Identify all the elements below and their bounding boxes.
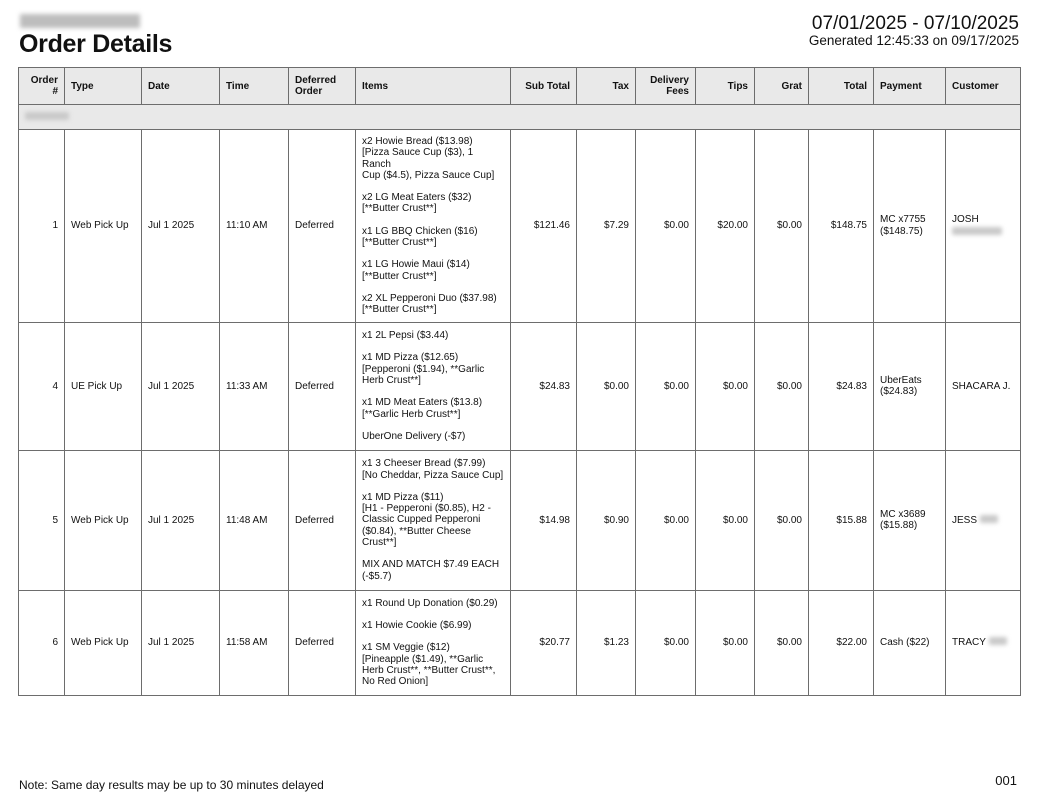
order-items (356, 322, 511, 450)
order-type: Web Pick Up (65, 130, 142, 323)
item-spacer (362, 282, 504, 293)
column-header: Payment (874, 68, 946, 105)
gratuity: $0.00 (755, 450, 809, 590)
item-line: No Red Onion] (362, 676, 429, 688)
tips: $20.00 (696, 130, 755, 323)
order-type: Web Pick Up (65, 590, 142, 695)
payment-line: UberEats (880, 374, 922, 386)
item-line: (-$5.7) (362, 570, 392, 582)
order-time: 11:10 AM (220, 130, 289, 323)
item-line: MIX AND MATCH $7.49 EACH (362, 559, 500, 571)
order-number: 1 (19, 130, 65, 323)
tax: $0.00 (577, 322, 636, 450)
order-date: Jul 1 2025 (142, 130, 220, 323)
table-row (19, 130, 1021, 323)
item-spacer (362, 341, 504, 352)
sub-total: $14.98 (511, 450, 577, 590)
table-header-row (19, 68, 1021, 105)
item-line: x1 MD Pizza ($11) (362, 491, 444, 503)
page-number: 001 (995, 773, 1017, 788)
item-line: x1 Howie Cookie ($6.99) (362, 619, 472, 631)
item-line: Herb Crust**, **Butter Crust**, (362, 664, 496, 676)
item-line: x1 SM Veggie ($12) (362, 642, 450, 654)
payment (874, 450, 946, 590)
deferred-status: Deferred (289, 322, 356, 450)
column-header: Tax (577, 68, 636, 105)
item-line: [**Butter Crust**] (362, 203, 437, 215)
tax: $1.23 (577, 590, 636, 695)
column-header: Time (220, 68, 289, 105)
date-range: 07/01/2025 - 07/10/2025 (811, 13, 1019, 34)
item-line: [**Butter Crust**] (362, 237, 437, 249)
order-total: $24.83 (809, 322, 874, 450)
customer-name: JOSH (952, 213, 979, 225)
order-date: Jul 1 2025 (142, 590, 220, 695)
delivery-fees: $0.00 (636, 450, 696, 590)
order-number: 5 (19, 450, 65, 590)
table-row (19, 590, 1021, 695)
item-spacer (362, 631, 504, 642)
customer-name: JESS (952, 514, 978, 526)
column-header: Grat (755, 68, 809, 105)
sub-total: $121.46 (511, 130, 577, 323)
customer (946, 130, 1021, 323)
delivery-fees: $0.00 (636, 130, 696, 323)
column-header: Date (142, 68, 220, 105)
order-date: Jul 1 2025 (142, 322, 220, 450)
customer (946, 450, 1021, 590)
orders-table (18, 67, 1021, 696)
gratuity: $0.00 (755, 590, 809, 695)
tax: $7.29 (577, 130, 636, 323)
order-time: 11:48 AM (220, 450, 289, 590)
item-line: [**Butter Crust**] (362, 304, 437, 316)
order-total: $22.00 (809, 590, 874, 695)
order-time: 11:33 AM (220, 322, 289, 450)
tips: $0.00 (696, 450, 755, 590)
item-line: Cup ($4.5), Pizza Sauce Cup] (362, 169, 495, 181)
item-spacer (362, 420, 504, 431)
tips: $0.00 (696, 590, 755, 695)
delivery-fees: $0.00 (636, 322, 696, 450)
generated-timestamp: Generated 12:45:33 on 09/17/2025 (808, 33, 1019, 48)
item-line: x1 MD Meat Eaters ($13.8) (362, 397, 483, 409)
deferred-status: Deferred (289, 130, 356, 323)
column-header: Customer (946, 68, 1021, 105)
item-spacer (362, 181, 504, 192)
deferred-status: Deferred (289, 590, 356, 695)
column-header: Items (356, 68, 511, 105)
item-line: x2 LG Meat Eaters ($32) (362, 192, 472, 204)
footer-note: Note: Same day results may be up to 30 minutes delayed (19, 778, 324, 792)
item-spacer (362, 548, 504, 559)
item-line: Crust**] (362, 537, 397, 548)
column-header: Order # (19, 68, 65, 105)
item-line: [Pineapple ($1.49), **Garlic (362, 653, 484, 665)
column-header: Sub Total (511, 68, 577, 105)
payment (874, 322, 946, 450)
tax: $0.90 (577, 450, 636, 590)
item-line: x2 XL Pepperoni Duo ($37.98) (362, 292, 497, 304)
payment-line: MC x7755 (880, 214, 926, 226)
order-time: 11:58 AM (220, 590, 289, 695)
item-line: [H1 - Pepperoni ($0.85), H2 - (362, 503, 491, 515)
item-line: [Pizza Sauce Cup ($3), 1 Ranch (362, 147, 474, 170)
order-type: Web Pick Up (65, 450, 142, 590)
order-type: UE Pick Up (65, 322, 142, 450)
item-line: Herb Crust**] (362, 374, 421, 386)
store-name-redacted (20, 14, 140, 28)
sub-total: $24.83 (511, 322, 577, 450)
gratuity: $0.00 (755, 322, 809, 450)
item-line: x1 MD Pizza ($12.65) (362, 352, 459, 364)
item-line: x1 LG BBQ Chicken ($16) (362, 225, 478, 237)
item-line: x1 Round Up Donation ($0.29) (362, 597, 498, 609)
item-line: [Pepperoni ($1.94), **Garlic (362, 363, 485, 375)
customer-lastname-redacted (980, 515, 998, 523)
deferred-status: Deferred (289, 450, 356, 590)
payment-line: ($24.83) (880, 386, 918, 398)
item-line: x2 Howie Bread ($13.98) (362, 136, 473, 147)
order-total: $148.75 (809, 130, 874, 323)
payment-line: MC x3689 (880, 508, 926, 520)
customer (946, 590, 1021, 695)
payment-line: ($15.88) (880, 520, 918, 532)
group-label-redacted (19, 105, 1021, 130)
item-line: x1 LG Howie Maui ($14) (362, 259, 470, 271)
customer-lastname-redacted (952, 227, 1002, 235)
payment (874, 130, 946, 323)
payment-line: Cash ($22) (880, 636, 930, 648)
order-items (356, 130, 511, 323)
item-line: UberOne Delivery (-$7) (362, 430, 466, 442)
order-number: 6 (19, 590, 65, 695)
customer-name: SHACARA J. (952, 380, 1011, 392)
column-header: Deferred Order (289, 68, 356, 105)
item-line: [No Cheddar, Pizza Sauce Cup] (362, 469, 504, 481)
order-total: $15.88 (809, 450, 874, 590)
customer-name: TRACY (952, 637, 986, 649)
table-row (19, 322, 1021, 450)
column-header: Total (809, 68, 874, 105)
column-header: Tips (696, 68, 755, 105)
table-row (19, 450, 1021, 590)
sub-total: $20.77 (511, 590, 577, 695)
item-line: [**Butter Crust**] (362, 270, 437, 282)
item-spacer (362, 248, 504, 259)
item-line: Classic Cupped Pepperoni (362, 514, 481, 526)
delivery-fees: $0.00 (636, 590, 696, 695)
payment (874, 590, 946, 695)
item-line: ($0.84), **Butter Cheese (362, 525, 471, 537)
item-spacer (362, 609, 504, 620)
group-row (19, 105, 1021, 130)
order-items (356, 590, 511, 695)
column-header: Type (65, 68, 142, 105)
customer (946, 322, 1021, 450)
page-title: Order Details (19, 30, 173, 58)
column-header: Delivery Fees (636, 68, 696, 105)
item-line: x1 3 Cheeser Bread ($7.99) (362, 458, 486, 470)
payment-line: ($148.75) (880, 225, 923, 237)
item-spacer (362, 481, 504, 492)
item-spacer (362, 386, 504, 397)
order-number: 4 (19, 322, 65, 450)
item-line: x1 2L Pepsi ($3.44) (362, 330, 449, 342)
item-spacer (362, 215, 504, 226)
order-items (356, 450, 511, 590)
customer-lastname-redacted (989, 637, 1007, 645)
gratuity: $0.00 (755, 130, 809, 323)
tips: $0.00 (696, 322, 755, 450)
order-date: Jul 1 2025 (142, 450, 220, 590)
item-line: [**Garlic Herb Crust**] (362, 408, 461, 420)
